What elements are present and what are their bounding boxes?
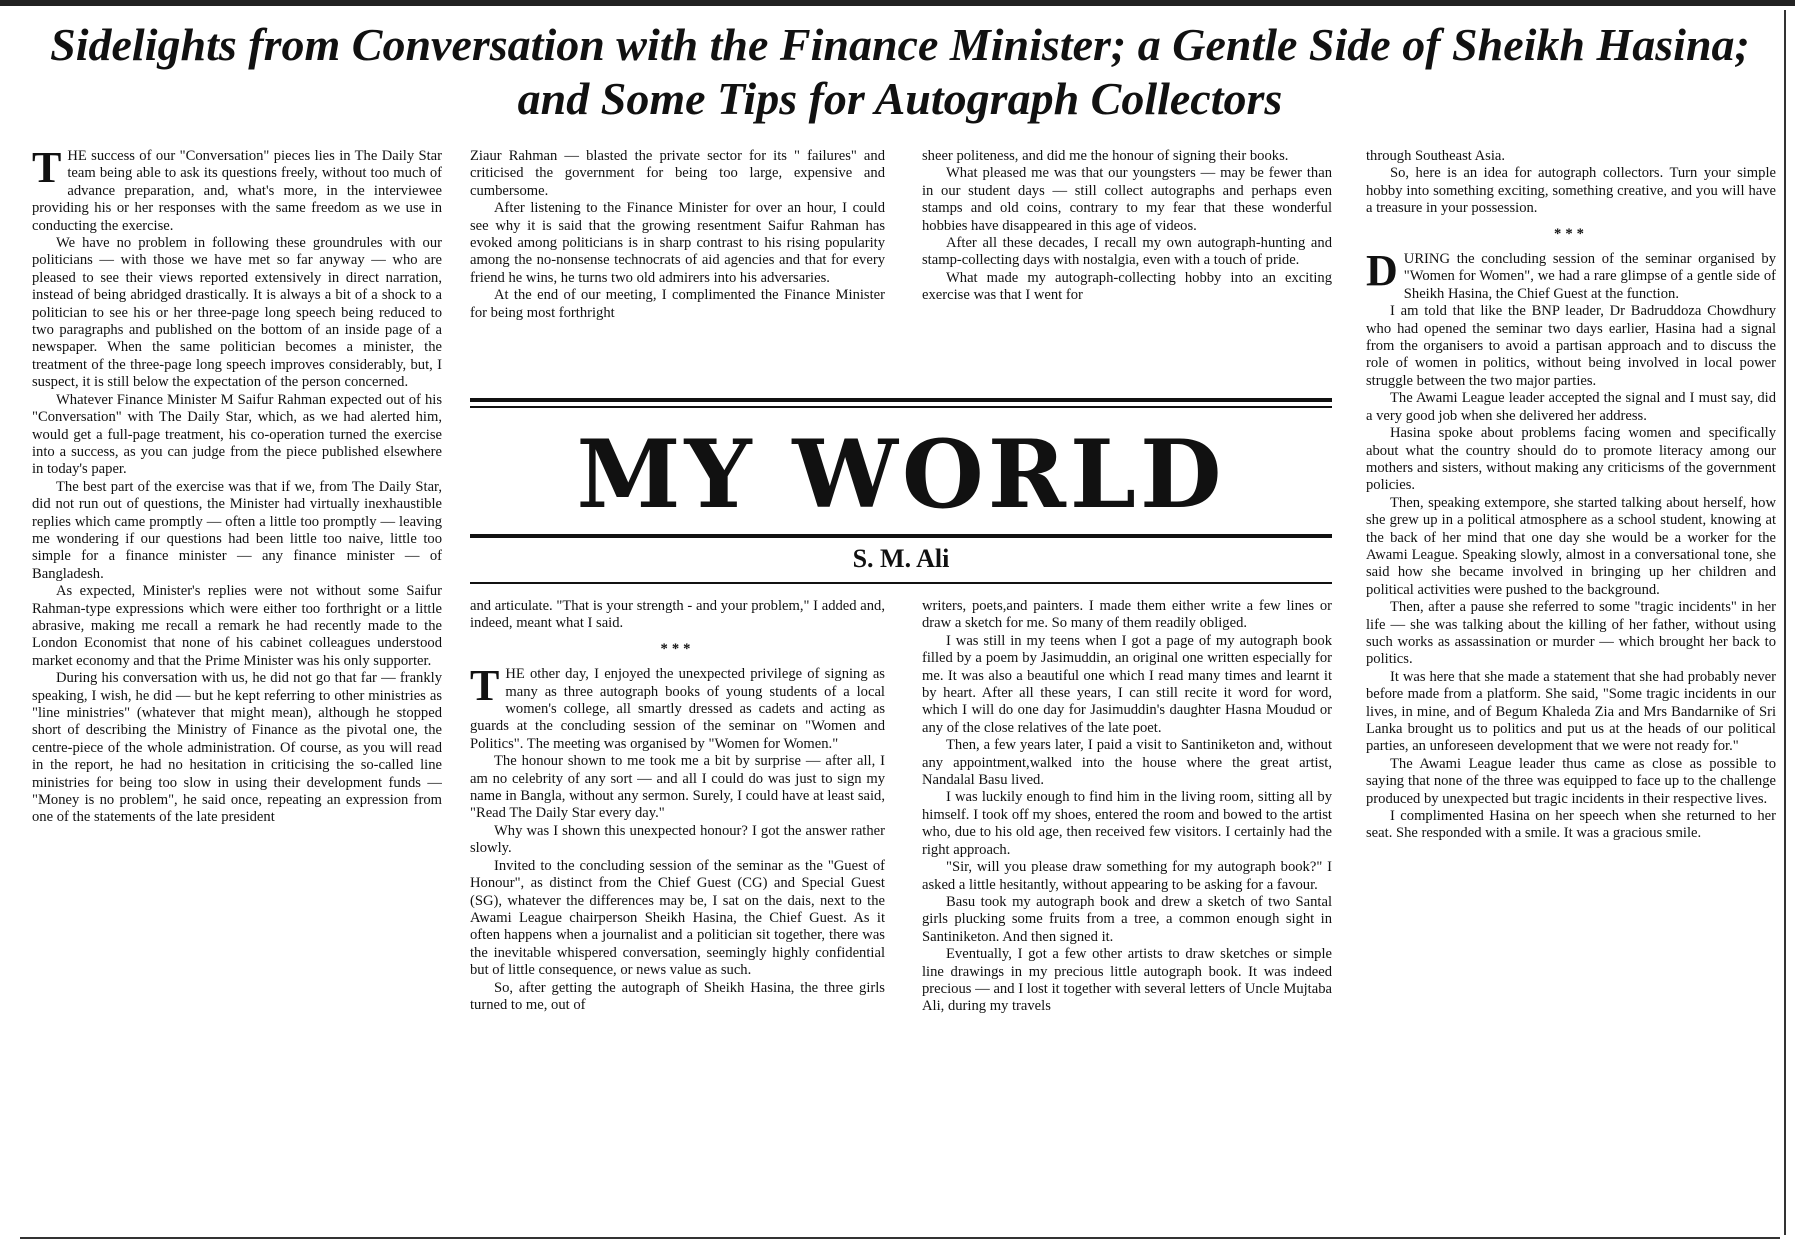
masthead-rule-bottom <box>470 534 1332 538</box>
article-paragraph: As expected, Minister's replies were not without some Saifur Rahman-type expressions which were either too forthright or a little abrasive, making me recall a remark he had recently made to the London Economist that none of his cabinet colleagues understood market economy and that the Prime Minister was his only supporter. <box>32 583 442 669</box>
article-paragraph: At the end of our meeting, I complimented the Finance Minister for being most forthright <box>470 287 885 321</box>
article-paragraph: writers, poets,and painters. I made them either write a few lines or draw a sketch for me. So many of them readily obliged. <box>922 598 1332 632</box>
article-paragraph: After all these decades, I recall my own autograph-hunting and stamp-collecting days with nostalgia, even with a touch of pride. <box>922 235 1332 269</box>
article-paragraph: Hasina spoke about problems facing women and specifically about what the country should do to promote literacy among our mothers and sisters, without making any criticisms of the government policies. <box>1366 425 1776 494</box>
masthead-rule-top <box>470 398 1332 402</box>
author-byline: S. M. Ali <box>852 544 950 573</box>
column-3-bottom <box>922 598 1332 1233</box>
right-column-rule <box>1784 10 1786 1235</box>
article-paragraph: So, here is an idea for autograph collectors. Turn your simple hobby into something exciting, something creative, and you will have a treasure in your possession. <box>1366 165 1776 217</box>
article-paragraph: Why was I shown this unexpected honour? I got the answer rather slowly. <box>470 822 885 857</box>
article-paragraph: The honour shown to me took me a bit by surprise — after all, I am no celebrity of any sort — and all I could do was just to sign my name in Bangla, without any sermon. Surely, I could have at least said, "Read The Daily Star every day." <box>470 753 885 822</box>
article-paragraph: The best part of the exercise was that if we, from The Daily Star, did not run out of questions, the Minister had virtually inexhaustible replies which came promptly — often a little too promptly — leaving me wondering if our questions had been little too naive, little too simple for a finance minister — any finance minister — of Bangladesh. <box>32 478 442 582</box>
article-paragraph: Invited to the concluding session of the seminar as the "Guest of Honour", as distinct from the Chief Guest (CG) and Special Guest (SG), whatever the differences may be, I sat on the dais, next to the Awami League chairperson Sheikh Hasina, the Chief Guest. As it often happens when a journalist and a politician sit together, there was the inevitable whispered conversation, seemingly highly confidential but of little consequence, or news value as such. <box>470 857 885 979</box>
column-3-top <box>922 148 1332 390</box>
column-4 <box>1366 148 1776 1233</box>
article-paragraph: through Southeast Asia. <box>1366 148 1506 164</box>
article-paragraph: Whatever Finance Minister M Saifur Rahman expected out of his "Conversation" with The Daily Star, which, as we had alerted him, would get a full-page treatment, his co-operation turned the exercise into a success, as you can judge from the piece published elsewhere in today's paper. <box>32 391 442 478</box>
section-separator: *** <box>660 640 695 657</box>
drop-cap: D <box>1366 246 1398 296</box>
article-paragraph: What made my autograph-collecting hobby into an exciting exercise was that I went for <box>922 269 1332 304</box>
article-paragraph: I complimented Hasina on her speech when she returned to her seat. She responded with a smile. It was a gracious smile. <box>1366 808 1776 842</box>
article-paragraph: "Sir, will you please draw something for my autograph book?" I asked a little hesitantly, without appearing to be asking for a favour. <box>922 859 1332 893</box>
article-paragraph: The Awami League leader thus came as close as possible to saying that none of the three was equipped to face up to the challenge produced by unexpected but tragic incidents in their respective lives. <box>1366 755 1776 807</box>
article-paragraph: sheer politeness, and did me the honour of signing their books. <box>922 148 1289 164</box>
article-paragraph: Then, speaking extempore, she started talking about herself, how she grew up in a political atmosphere as a school student, knowing at the back of her mind that one day she would be a worker for the Awami League. Speaking slowly, almost in a conversational tone, she said how she became involved in bringing up her children and political activities were pushed to the background. <box>1366 494 1776 598</box>
top-rule <box>0 0 1795 6</box>
article-paragraph: So, after getting the autograph of Sheikh Hasina, the three girls turned to me, out of <box>470 979 885 1013</box>
masthead-rule-top-thin <box>470 406 1332 408</box>
article-paragraph: Then, after a pause she referred to some "tragic incidents" in her life — she was talking about the killing of her father, without using such works as assassination or murder — which brought her back to politics. <box>1366 599 1776 668</box>
article-paragraph: and articulate. "That is your strength - and your problem," I added and, indeed, meant what I said. <box>470 598 885 632</box>
article-paragraph: THE other day, I enjoyed the unexpected privilege of signing as many as three autograph books of young students of a local women's college, all smartly dressed as cadets and acting as guards at the concluding session of the seminar on "Women and Politics". The meeting was organised by "Women for Women." <box>470 661 885 752</box>
bottom-rule <box>20 1237 1780 1239</box>
article-paragraph: Ziaur Rahman — blasted the private sector for its " failures" and criticised the government for being too large, expensive and cumbersome. <box>470 148 885 199</box>
article-paragraph: I was luckily enough to find him in the living room, sitting all by himself. I took off my shoes, entered the room and bowed to the artist who, due to his old age, then received few visitors. I certainly had the right approach. <box>922 789 1332 858</box>
section-separator: *** <box>1554 225 1588 242</box>
article-paragraph: Then, a few years later, I paid a visit to Santiniketon and, without any appointment,walked into the house where the great artist, Nandalal Basu lived. <box>922 737 1332 789</box>
column-2-bottom <box>470 598 885 1233</box>
article-headline: Sidelights from Conversation with the Finance Minister; a Gentle Side of Sheikh Hasina; and Some Tips for Autograph Collectors <box>50 19 1750 124</box>
drop-cap: T <box>470 661 500 711</box>
byline-rule <box>470 582 1332 584</box>
column-1 <box>32 148 442 1233</box>
article-paragraph: Eventually, I got a few other artists to draw sketches or simple line drawings in my precious little autograph book. It was indeed precious — and I lost it together with several letters of Uncle Mujtaba Ali, during my travels <box>922 946 1332 1015</box>
column-2-top <box>470 148 885 390</box>
article-paragraph: I was still in my teens when I got a page of my autograph book filled by a poem by Jasimuddin, an original one written especially for me. It was also a beautiful one which I read many times and learnt it by heart. After all these years, I can still recite it word for word, which I will do one day for Jasimuddin's daughter Hasna Moudud or any of the close relatives of the late poet. <box>922 632 1332 736</box>
article-paragraph: After listening to the Finance Minister for over an hour, I could see why it is said that the growing resentment Saifur Rahman has evoked among politicians is in sharp contrast to his rising popularity among the no-nonsense technocrats of aid agencies and that for every friend he wins, he turns two old admirers into his adversaries. <box>470 200 885 286</box>
article-paragraph: During his conversation with us, he did not go that far — frankly speaking, I wish, he did — but he kept referring to other ministries as "line ministries" (whatever that might mean), although he stopped short of describing the Ministry of Finance as the pivotal one, the centre-piece of the whole administration. Of course, as you will read in the report, he had no hesitation in criticising the so-called line ministries for being too slow in using their development funds — "Money is no problem", he said once, repeating an expression from one of the statements of the late president <box>32 670 442 826</box>
article-paragraph: What pleased me was that our youngsters — may be fewer than in our student days — still collect autographs and perhaps even stamps and old coins, contrary to my fear that these wonderful hobbies have disappeared in this age of videos. <box>922 165 1332 234</box>
article-paragraph: It was here that she made a statement that she had probably never before made from a platform. She said, "Some tragic incidents in our lives, in mine, and of Begum Khaleda Zia and Mrs Bandarnike of Sri Lanka brought us to politics and put us at the heads of our political parties, an unforeseen development that we were not ready for." <box>1366 668 1776 755</box>
article-paragraph: The Awami League leader accepted the signal and I must say, did a very good job when she delivered her address. <box>1366 390 1776 424</box>
article-paragraph: Basu took my autograph book and drew a sketch of two Santal girls plucking some fruits from a tree, a common enough sight in Santiniketon. And then signed it. <box>922 893 1332 945</box>
article-paragraph: I am told that like the BNP leader, Dr Badruddoza Chowdhury who had opened the seminar two days earlier, Hasina had a signal from the organisers to avoid a partisan approach and to discuss the role of women in politics, without being involved in local power struggle between the two major parties. <box>1366 303 1776 389</box>
drop-cap: T <box>32 148 62 192</box>
article-paragraph: DURING the concluding session of the seminar organised by "Women for Women", we had a rare glimpse of a gentle side of Sheikh Hasina, the Chief Guest at the function. <box>1366 246 1776 302</box>
article-paragraph: We have no problem in following these groundrules with our politicians — with those we have met so far anyway — who are pleased to see their views reported extensively in direct narration, instead of being abridged drastically. It is always a bit of a shock to a politician to see his or her three-page long speech being reduced to two paragraphs and published on the bottom of an inside page of a newspaper. When the same politician becomes a minister, the treatment of the three-page long speech improves considerably, but, I suspect, it is still below the expectation of the person concerned. <box>32 235 442 391</box>
column-masthead: MY WORLD <box>576 420 1226 530</box>
article-paragraph: THE success of our "Conversation" pieces lies in The Daily Star team being able to ask its questions freely, without too much of advance preparation, and, what's more, in the interviewee providing his or her responses with the same freedom as we use in conducting the exercise. <box>32 148 442 234</box>
